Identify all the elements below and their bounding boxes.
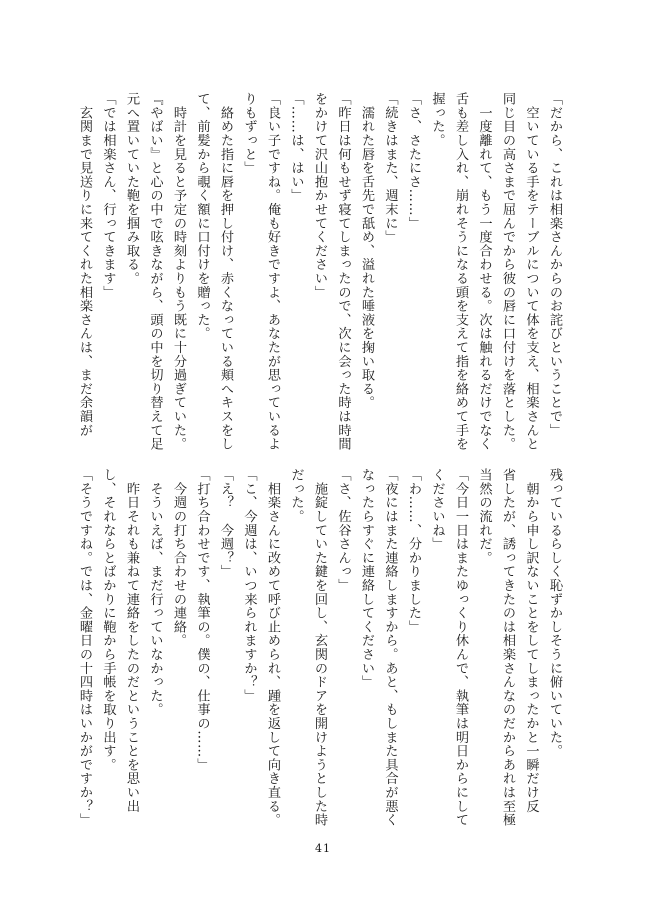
text-line: 『やばい』と心の中で呟きながら、頭の中を切り替えて足 [147, 92, 163, 451]
text-line: 「続きはまた、週末に」 [382, 92, 398, 244]
text-line: 省したが、誘ってきたのは相楽さんなのだからあれは至極 [500, 468, 515, 827]
text-line: 施錠していた鍵を回し、玄関のドアを開けようとした時 [312, 468, 327, 827]
text-line: 「そうですね。では、金曜日の十四時はいかがですか？」 [77, 468, 92, 827]
text-line: 玄関まで見送りに来てくれた相楽さんは、まだ余韻が [77, 92, 92, 437]
text-line: 「こ、今週は、いつ来られますか？」 [241, 468, 257, 703]
text-line: 一度離れて、もう一度合わせる。次は触れるだけでなく [476, 92, 492, 451]
text-line: 昨日それも兼ねて連絡をしたのだということを思い出 [124, 468, 139, 813]
text-line: 元へ置いていた鞄を掴み取る。 [124, 92, 139, 286]
text-line: 絡めた指に唇を押し付け、赤くなっている頬へキスをし [218, 92, 233, 451]
text-line: 濡れた唇を舌先で舐め、溢れた唾液を掬い取る。 [359, 92, 374, 410]
text-line: 舌も差し入れ、崩れそうになる頭を支えて指を絡めて手を [453, 92, 468, 451]
text-line: 「夜にはまた連絡しますから。あと、もしまた具合が悪く [382, 468, 398, 827]
text-line: 空いている手をテーブルについて体を支え、相楽さんと [523, 92, 539, 451]
upper-text-block [77, 92, 566, 451]
text-line: 残っているらしく恥ずかしそうに俯いていた。 [547, 468, 562, 758]
text-line: 同じ目の高さまで屈んでから彼の唇に口付けを落とした。 [500, 92, 515, 451]
text-line: 「さ、佐谷さんっ」 [335, 468, 351, 593]
page-number: 41 [315, 842, 331, 855]
text-line: 「昨日は何もせず寝てしまったので、次に会った時は時間 [335, 92, 351, 451]
lower-text-block [77, 468, 566, 827]
text-line: 今週の打ち合わせの連絡。 [171, 468, 186, 648]
text-line: 朝から申し訳ないことをしてしまったかと一瞬だけ反 [523, 468, 539, 813]
text-line: 「……は、はい」 [288, 92, 304, 203]
text-line: 「わ……、分かりました」 [406, 468, 421, 634]
text-line: をかけて沢山抱かせてください」 [312, 92, 327, 299]
text-line: 「だから、これは相楽さんからのお詫びということで」 [547, 92, 562, 437]
text-line: 「良い子ですね。俺も好きですよ、あなたが思っているよ [265, 92, 280, 451]
text-line: 当然の流れだ。 [476, 468, 492, 565]
text-line: 「今日一日はまたゆっくり休んで、執筆は明日からにして [453, 468, 468, 827]
text-line: りもずっと」 [241, 92, 257, 175]
text-line: そういえば、まだ行っていなかった。 [147, 468, 163, 717]
text-line: 握った。 [429, 92, 445, 148]
text-line: だった。 [288, 468, 304, 524]
text-line: 「さ、さたにさ……」 [406, 92, 421, 230]
text-line: 「え？ 今週？」 [218, 468, 233, 579]
text-line: 「では相楽さん、行ってきます」 [100, 92, 116, 299]
text-line: 「打ち合わせです、執筆の。僕の、仕事の……」 [194, 468, 210, 772]
text-line: くださいね」 [429, 468, 445, 551]
text-line: し、それならとばかりに鞄から手帳を取り出す。 [100, 468, 116, 772]
text-line: て、前髪から覗く額に口付けを贈った。 [194, 92, 210, 341]
text-line: 相楽さんに改めて呼び止められ、踵を返して向き直る。 [265, 468, 280, 827]
text-line: 時計を見ると予定の時刻よりもう既に十分過ぎていた。 [171, 92, 186, 451]
text-line: なったらすぐに連絡してください」 [359, 468, 374, 689]
